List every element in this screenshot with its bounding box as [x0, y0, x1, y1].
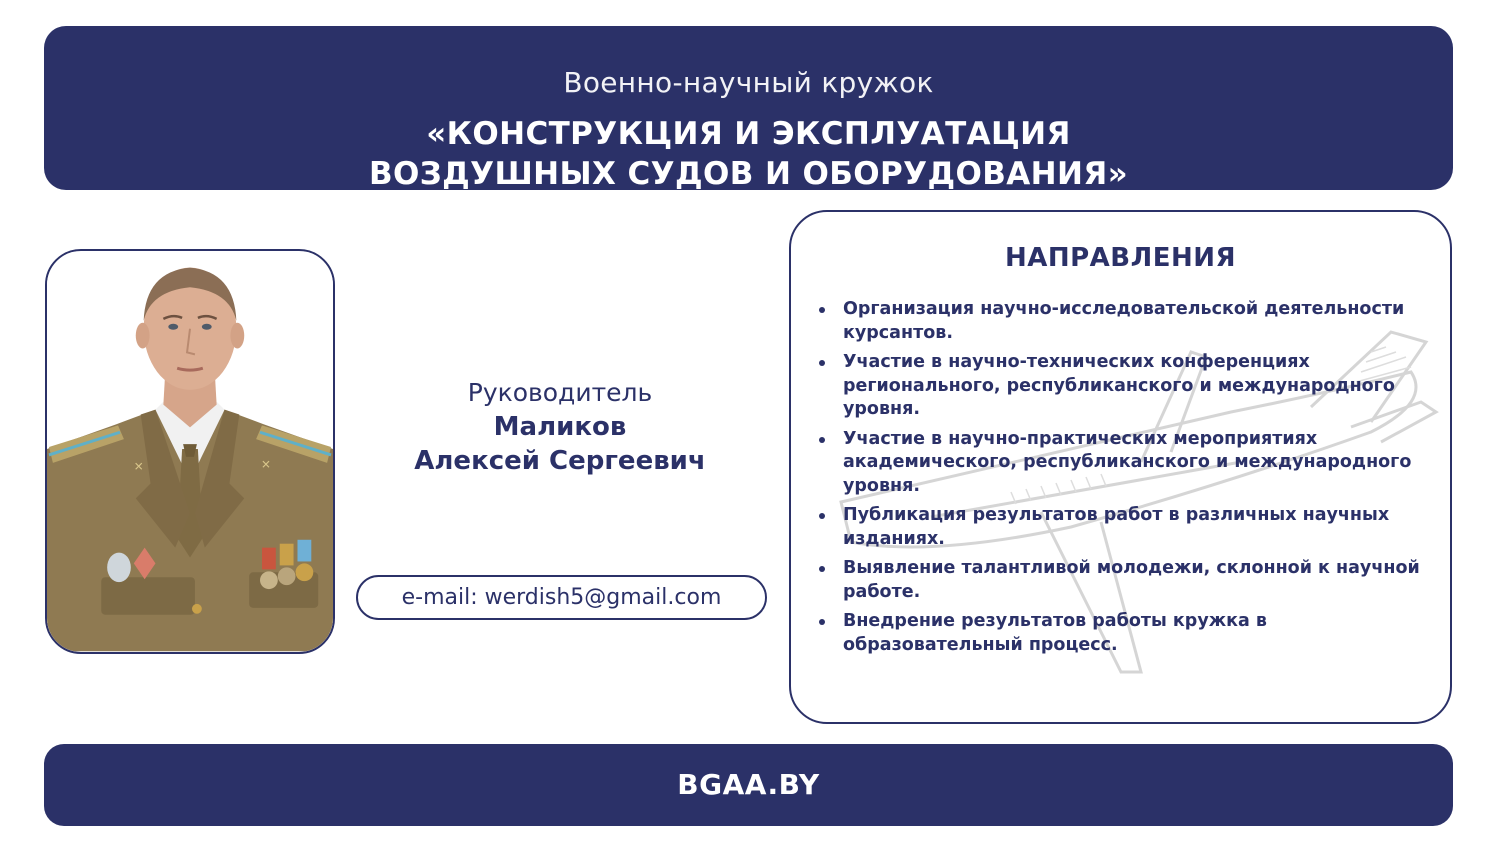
- header-title-line-1: «КОНСТРУКЦИЯ И ЭКСПЛУАТАЦИЯ: [426, 116, 1071, 152]
- leader-surname: Маликов: [493, 412, 627, 442]
- leader-photo: [45, 249, 335, 654]
- header-title-line-2: ВОЗДУШНЫХ СУДОВ И ОБОРУДОВАНИЯ»: [368, 156, 1129, 192]
- header-banner: [44, 26, 1453, 190]
- header-subtitle: Военно-научный кружок: [563, 66, 934, 99]
- bullet-icon: [819, 360, 825, 366]
- bullet-icon: [819, 307, 825, 313]
- leader-email[interactable]: e-mail: werdish5@gmail.com: [356, 575, 767, 620]
- direction-item: Внедрение результатов работы кружка в образовательный процесс.: [815, 610, 1435, 657]
- directions-heading: НАПРАВЛЕНИЯ: [1004, 243, 1237, 273]
- portrait-illustration-icon: [47, 251, 333, 652]
- header-title: [44, 114, 1453, 194]
- bullet-icon: [819, 619, 825, 625]
- leader-role: Руководитель: [467, 378, 653, 407]
- svg-text:✕: ✕: [133, 459, 144, 474]
- leader-given-names: Алексей Сергеевич: [414, 446, 706, 476]
- svg-text:✕: ✕: [261, 457, 271, 472]
- direction-item: Выявление талантливой молодежи, склонной к научной работе.: [815, 557, 1435, 604]
- bullet-icon: [819, 437, 825, 443]
- direction-item: Организация научно-исследовательской деятельности курсантов.: [815, 298, 1435, 345]
- bullet-icon: [819, 566, 825, 572]
- directions-panel: [789, 210, 1452, 724]
- direction-item: Участие в научно-технических конференциях регионального, республиканского и международного уровня.: [815, 351, 1435, 422]
- direction-item: Публикация результатов работ в различных научных изданиях.: [815, 504, 1435, 551]
- footer-site-link[interactable]: BGAA.BY: [677, 768, 820, 801]
- leader-info: [360, 376, 760, 478]
- bullet-icon: [819, 513, 825, 519]
- footer-banner: [44, 744, 1453, 826]
- direction-item: Участие в научно-практических мероприятиях академического, республиканского и международного уровня.: [815, 428, 1435, 499]
- directions-list: [815, 298, 1435, 663]
